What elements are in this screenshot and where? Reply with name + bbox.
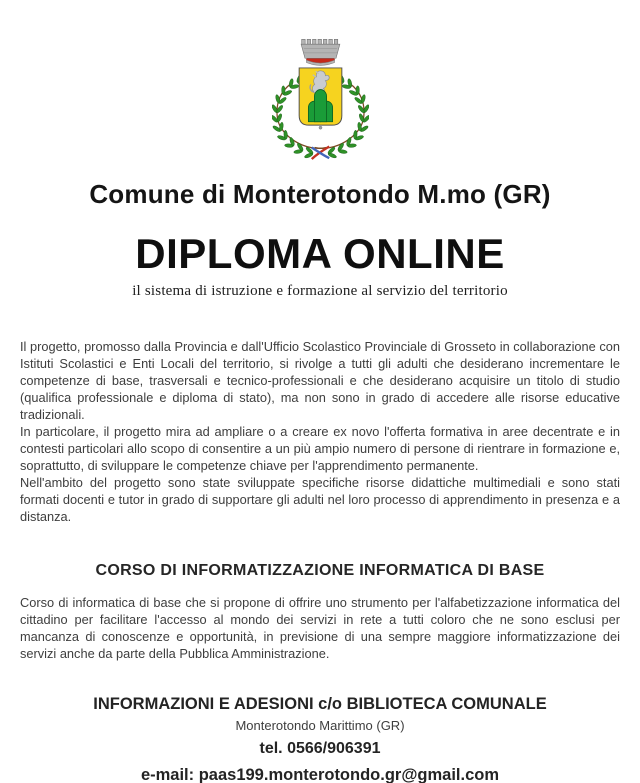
contact-location: Monterotondo Marittimo (GR) (235, 718, 405, 733)
municipal-coat-of-arms-icon (272, 32, 369, 164)
intro-paragraph-2: In particolare, il progetto mira ad ampliare o a creare ex novo l'offerta formativa in aree decentrate e in contesti particolari allo scopo di consentire a un più ampio numero di persone di rientrare in formazione e, soprattutto, di sviluppare le competenze chiave per l'apprendimento permanente. (20, 424, 620, 473)
municipality-title: Comune di Monterotondo M.mo (GR) (89, 179, 551, 209)
intro-paragraph-1: Il progetto, promosso dalla Provincia e dall'Ufficio Scolastico Provinciale di Grosseto in collaborazione con Istituti Scolastici e Enti Locali del territorio, si rivolge a tutti gli adulti che desiderano incrementare le competenze di base, trasversali e tecnico-professionali e che desiderano acquisire un titolo di studio (qualifica professionale e diploma di stato), ma non sono in grado di accedere alle risorse educative tradizionali. (20, 339, 620, 422)
contact-email: e-mail: paas199.monterotondo.gr@gmail.com (140, 766, 500, 783)
contact-block (0, 694, 640, 783)
course-section-heading: CORSO DI INFORMATIZZAZIONE INFORMATICA DI BASE (95, 562, 545, 579)
course-description-paragraph: Corso di informatica di base che si propone di offrire uno strumento per l'alfabetizzazione informatica del cittadino per facilitare l'accesso al mondo dei servizi in rete a tutti coloro che ne sono esclusi per mancanza di conoscenze e opportunità, in previsione di una sempre maggiore informatizzazione dei servizi anche da parte della Pubblica Amministrazione. (20, 595, 620, 661)
contact-heading: INFORMAZIONI E ADESIONI c/o BIBLIOTECA COMUNALE (93, 695, 547, 713)
contact-phone: tel. 0566/906391 (259, 740, 381, 757)
page-subtitle: il sistema di istruzione e formazione al servizio del territorio (132, 283, 508, 299)
intro-text-block (20, 338, 620, 525)
intro-paragraph-3: Nell'ambito del progetto sono state sviluppate specifiche risorse didattiche multimediali e sono stati formati docenti e tutor in grado di supportare gli adulti nel loro processo di apprendimento in presenza e a distanza. (20, 475, 620, 524)
mural-crown (301, 39, 340, 58)
page-title: DIPLOMA ONLINE (135, 230, 505, 277)
shield-pendant (318, 126, 321, 129)
coat-of-arms-container (0, 0, 640, 169)
